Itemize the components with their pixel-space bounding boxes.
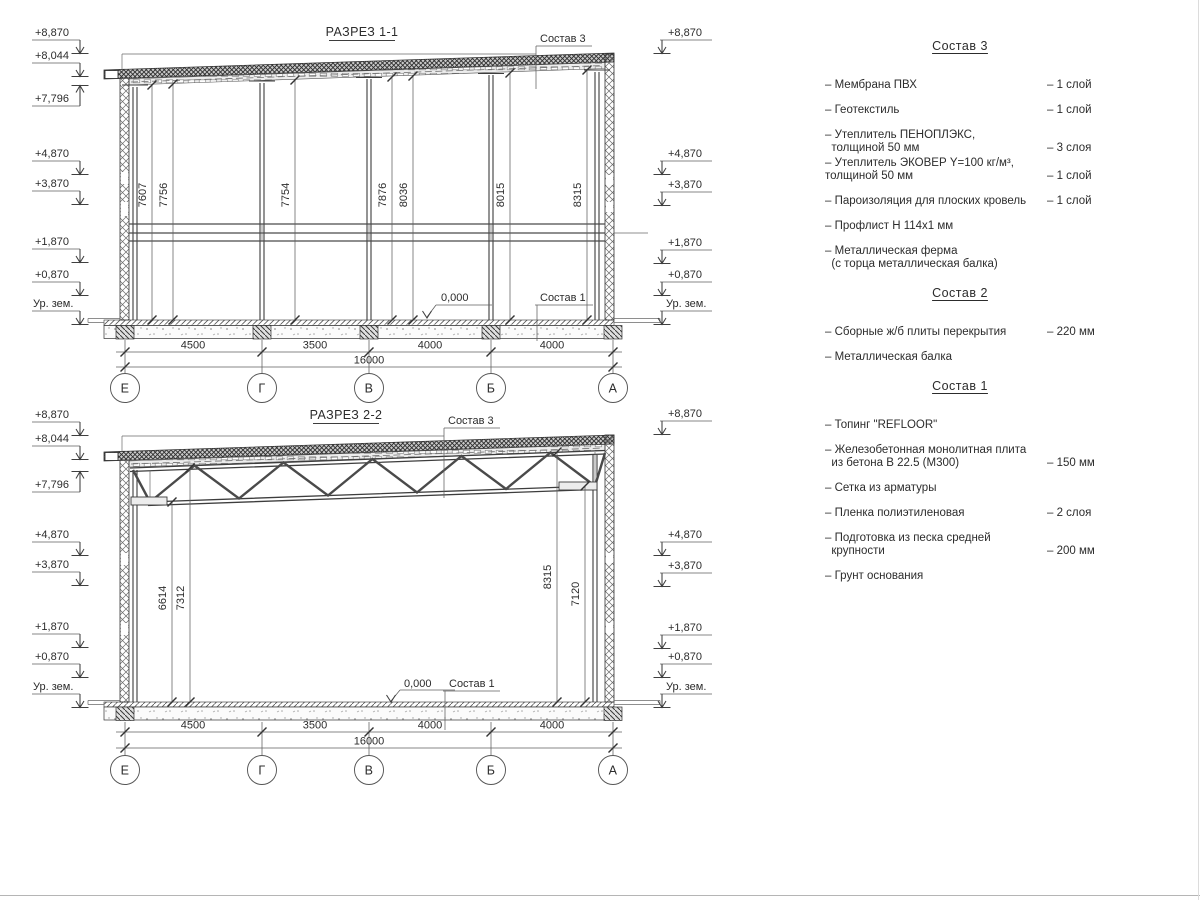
parapet-cap [105,453,118,461]
svg-text:+4,870: +4,870 [35,148,69,160]
elevation-mark [32,178,89,205]
svg-text:+1,870: +1,870 [35,236,69,248]
svg-text:+4,870: +4,870 [668,529,702,541]
dimension-chain [116,340,622,374]
elevation-mark [32,433,89,460]
elevation-mark [654,560,713,587]
dimension-chain [116,720,622,756]
legend-group-title: Состав 1 [932,379,988,393]
elevation-marks-right [654,408,713,708]
dimension-label: 3500 [302,719,328,732]
window-gap [606,202,613,212]
axis-label: Б [486,381,496,396]
axis-label: Б [486,763,496,778]
legend-item: – Сборные ж/б плиты перекрытия – 220 мм [825,326,1095,338]
footing [604,326,622,340]
floor-slab [88,701,660,721]
svg-text:Состав 1: Состав 1 [449,678,495,690]
dimension-label: 7607 [137,182,149,208]
svg-text:+3,870: +3,870 [35,559,69,571]
legend-item: – Утеплитель ЭКОВЕР Y=100 кг/м³, толщиной 50 мм – 1 слой [825,157,1092,182]
roof [104,53,614,85]
columns [122,70,610,320]
svg-text:+3,870: +3,870 [668,179,702,191]
svg-text:+8,044: +8,044 [35,50,69,62]
floor-slab [88,319,660,340]
elevation-mark [32,472,89,493]
svg-text:0,000: 0,000 [441,292,469,304]
legend-item: – Геотекстиль – 1 слой [825,104,1092,116]
section-title: РАЗРЕЗ 2-2 [309,408,383,422]
elevation-mark [32,269,89,296]
dimension-label: 8015 [495,182,507,208]
elevation-mark [654,179,713,206]
elevation-mark [32,298,89,325]
svg-text:+8,870: +8,870 [35,27,69,39]
legend-item: – Металлическая балка [825,351,953,363]
elevation-mark [654,408,713,435]
right-wall [605,435,614,702]
window-gap [606,175,613,185]
legend-group-title: Состав 3 [932,39,988,53]
dimension-label: 7876 [377,182,389,208]
footing [116,326,134,340]
window-gap [121,202,128,216]
svg-text:+7,796: +7,796 [35,93,69,105]
legend-item: – Пароизоляция для плоских кровель – 1 слой [825,195,1092,207]
dimension-label: 7120 [570,581,582,607]
elevation-mark [32,529,89,556]
elevation-mark [32,621,89,648]
dimension-label: 8036 [398,182,410,208]
left-wall [120,78,129,320]
svg-text:+0,870: +0,870 [668,269,702,281]
dimension-label: 8315 [572,182,584,208]
window-gap [606,623,613,633]
right-wall [605,54,614,320]
section-1-1 [32,25,712,403]
svg-text:+3,870: +3,870 [668,560,702,572]
elevation-marks-right [654,27,713,325]
elevation-mark [32,148,89,175]
dimension-label: 6614 [157,585,169,611]
elevation-mark [654,529,713,556]
elevation-mark [32,409,89,436]
svg-text:Ур. зем.: Ур. зем. [33,681,74,693]
vertical-dimensions [137,66,592,325]
svg-text:+7,796: +7,796 [35,479,69,491]
svg-text:+1,870: +1,870 [668,622,702,634]
svg-text:+1,870: +1,870 [35,621,69,633]
svg-text:Состав 1: Состав 1 [540,292,586,304]
footing [253,326,271,340]
legend-item: – Сетка из арматуры [825,482,937,494]
sheet-bottom-edge [0,895,1200,896]
truss-seat [131,497,167,505]
svg-text:+4,870: +4,870 [35,529,69,541]
legend-item: – Металлическая ферма (с торца металлическая балка) [825,245,998,270]
legend-item: – Пленка полиэтиленовая – 2 слоя [825,507,1092,519]
parapet-cap [105,71,118,79]
footing [604,707,622,721]
elevation-mark [32,86,89,107]
legend-item: – Мембрана ПВХ – 1 слой [825,79,1092,91]
legend-group-compo1 [825,380,1187,583]
axis-label: В [364,381,374,396]
footing [116,707,134,721]
dimension-label: 4000 [417,339,443,352]
elevation-mark [32,681,89,708]
axis-label: Е [120,381,130,396]
elevation-marks-left [32,409,89,708]
svg-text:+1,870: +1,870 [668,237,702,249]
window-gap [121,553,128,565]
legend-panel [825,40,1187,595]
dimension-label: 7756 [158,182,170,208]
svg-text:+3,870: +3,870 [35,178,69,190]
zero-level-label [423,292,493,318]
elevation-mark [654,269,713,296]
axis-bubbles [111,756,628,785]
legend-item: – Железобетонная монолитная плита из бетона В 22.5 (М300) – 150 мм [825,444,1095,469]
mezzanine-beams [129,224,648,241]
walls [120,435,614,702]
dimension-label: 4500 [180,339,206,352]
svg-text:+0,870: +0,870 [35,269,69,281]
axis-label: А [608,381,618,396]
axis-bubbles [111,374,628,403]
window-gap [121,172,128,184]
elevation-mark [32,559,89,586]
axis-label: Г [258,763,266,778]
window-gap [121,623,128,635]
elevation-mark [654,651,713,678]
elevation-mark [654,622,713,649]
svg-text:+8,870: +8,870 [668,27,702,39]
sheet-right-edge [1198,0,1199,900]
window-gap [606,553,613,563]
legend-group-compo3 [825,40,1187,271]
legend-item: – Грунт основания [825,570,924,582]
legend-item: – Подготовка из песка средней крупности – 200 мм [825,532,1095,557]
svg-text:Состав 3: Состав 3 [448,415,494,427]
truss-seat [559,482,597,490]
elevation-mark [32,651,89,678]
dimension-label: 8315 [542,564,554,590]
elevation-mark [32,236,89,263]
dimension-label: 4000 [417,719,443,732]
dimension-label: 7312 [175,585,187,611]
elevation-marks-left [32,27,89,325]
dimension-label: 4000 [539,719,565,732]
dimension-label: 4500 [180,719,206,732]
elevation-mark [654,148,713,175]
dimension-label: 4000 [539,339,565,352]
svg-text:+0,870: +0,870 [35,651,69,663]
svg-text:+0,870: +0,870 [668,651,702,663]
legend-item: – Топинг "REFLOOR" [825,419,938,431]
svg-text:0,000: 0,000 [404,678,432,690]
dimension-label: 3500 [302,339,328,352]
elevation-mark [654,237,713,264]
left-wall [120,460,129,702]
elevation-mark [654,298,713,325]
svg-text:Ур. зем.: Ур. зем. [666,681,707,693]
axis-label: Е [120,763,130,778]
svg-text:+4,870: +4,870 [668,148,702,160]
axis-label: Г [258,381,266,396]
legend-item: – Профлист Н 114х1 мм [825,220,954,232]
section-title: РАЗРЕЗ 1-1 [325,25,399,39]
dimension-label: 16000 [353,354,385,367]
legend-group-title: Состав 2 [932,286,988,300]
dimension-label: 7754 [280,182,292,208]
legend-group-compo2 [825,287,1187,364]
elevation-mark [654,27,713,54]
axis-label: В [364,763,374,778]
section-2-2 [32,408,712,785]
svg-text:Состав 3: Состав 3 [540,33,586,45]
footing [482,326,500,340]
svg-text:+8,870: +8,870 [668,408,702,420]
svg-text:Ур. зем.: Ур. зем. [33,298,74,310]
svg-text:+8,044: +8,044 [35,433,69,445]
elevation-mark [654,681,713,708]
footing [360,326,378,340]
svg-text:+8,870: +8,870 [35,409,69,421]
dimension-label: 16000 [353,735,385,748]
axis-label: А [608,763,618,778]
legend-item: – Утеплитель ПЕНОПЛЭКС, толщиной 50 мм – 3 слоя [825,129,1092,154]
svg-text:Ур. зем.: Ур. зем. [666,298,707,310]
